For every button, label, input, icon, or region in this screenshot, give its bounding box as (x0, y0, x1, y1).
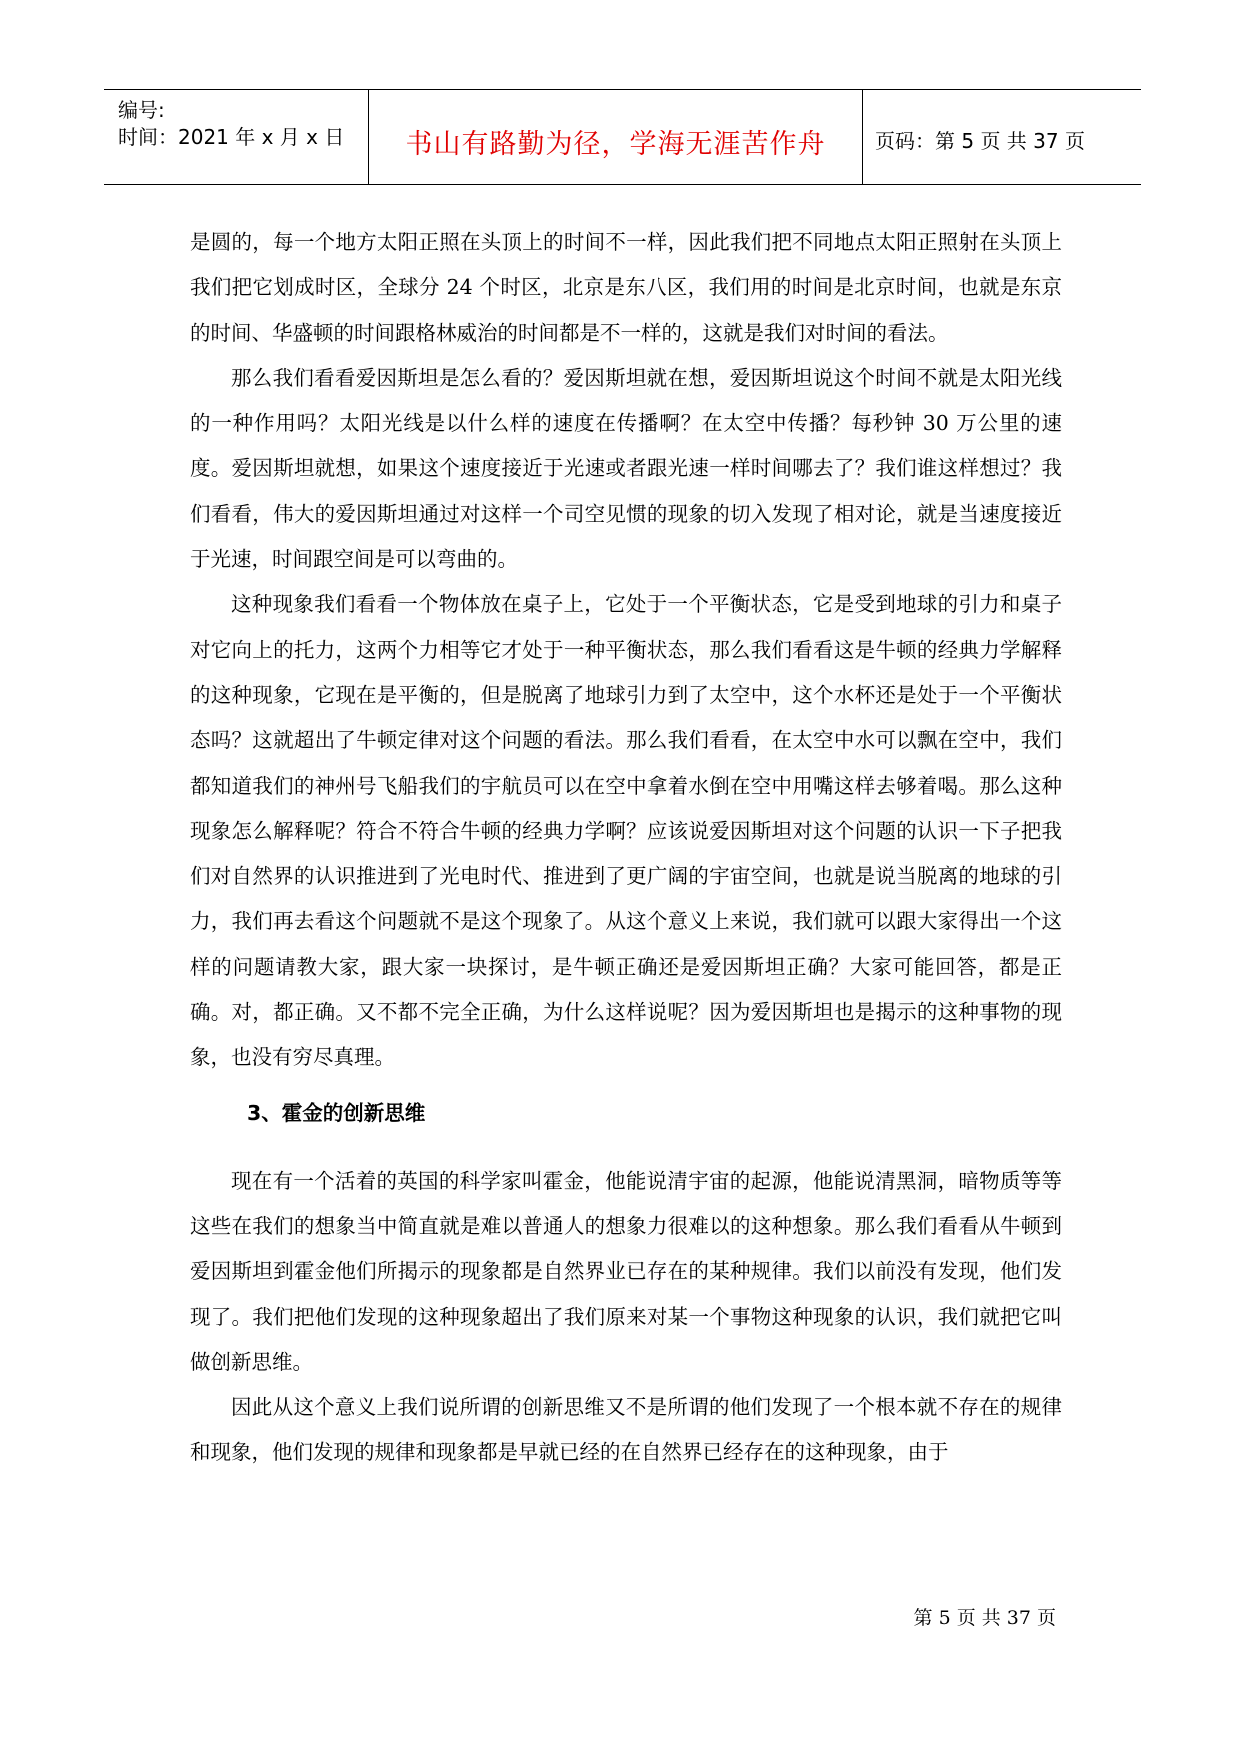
page-footer: 第 5 页 共 37 页 (913, 1607, 1056, 1629)
page-header (104, 89, 1141, 185)
section-heading: 3、霍金的创新思维 (247, 1100, 426, 1125)
header-middle-cell (369, 90, 863, 184)
header-right-cell (863, 90, 1141, 184)
paragraph-3: 这种现象我们看看一个物体放在桌子上，它处于一个平衡状态，它是受到地球的引力和桌子对它向上的托力，这两个力相等它才处于一种平衡状态，那么我们看看这是牛顿的经典力学解释的这种现象，它现在是平衡的，但是脱离了地球引力到了太空中，这个水杯还是处于一个平衡状态吗？这就超出了牛顿定律对这个问题的看法。那么我们看看，在太空中水可以飘在空中，我们都知道我们的神州号飞船我们的宇航员可以在空中拿着水倒在空中用嘴这样去够着喝。那么这种现象怎么解释呢？符合不符合牛顿的经典力学啊？应该说爱因斯坦对这个问题的认识一下子把我们对自然界的认识推进到了光电时代、推进到了更广阔的宇宙空间，也就是说当脱离的地球的引力，我们再去看这个问题就不是这个现象了。从这个意义上来说，我们就可以跟大家得出一个这样的问题请教大家，跟大家一块探讨，是牛顿正确还是爱因斯坦正确？大家可能回答，都是正确。对，都正确。又不都不完全正确，为什么这样说呢？因为爱因斯坦也是揭示的这种事物的现象，也没有穷尽真理。 (190, 592, 1062, 1070)
paragraph-2: 那么我们看看爱因斯坦是怎么看的？爱因斯坦就在想，爱因斯坦说这个时间不就是太阳光线的一种作用吗？太阳光线是以什么样的速度在传播啊？在太空中传播？每秒钟 30 万公里的速度。爱因斯坦就想，如果这个速度接近于光速或者跟光速一样时间哪去了？我们谁这样想过？我们看看，伟大的爱因斯坦通过对这样一个司空见惯的现象的切入发现了相对论，就是当速度接近于光速，时间跟空间是可以弯曲的。 (190, 365, 1062, 572)
header-left-cell (104, 90, 369, 184)
header-motto: 书山有路勤为径，学海无涯苦作舟 (405, 129, 826, 160)
number-label: 编号: (118, 98, 165, 122)
paragraph-4: 现在有一个活着的英国的科学家叫霍金，他能说清宇宙的起源，他能说清黑洞，暗物质等等这些在我们的想象当中简直就是难以普通人的想象力很难以的这种想象。那么我们看看从牛顿到爱因斯坦到霍金他们所揭示的现象都是自然界业已存在的某种规律。我们以前没有发现，他们发现了。我们把他们发现的这种现象超出了我们原来对某一个事物这种现象的认识，我们就把它叫做创新思维。 (190, 1168, 1062, 1374)
time-text: 时间：2021 年 x 月 x 日 (118, 125, 345, 149)
document-body (190, 220, 1062, 1476)
paragraph-1: 是圆的，每一个地方太阳正照在头顶上的时间不一样，因此我们把不同地点太阳正照射在头顶上我们把它划成时区，全球分 24 个时区，北京是东八区，我们用的时间是北京时间，也就是东京的时间、华盛顿的时间跟格林威治的时间都是不一样的，这就是我们对时间的看法。 (190, 230, 1062, 345)
spacer (190, 1081, 1062, 1091)
header-page-code: 页码：第 5 页 共 37 页 (875, 129, 1085, 153)
paragraph-5: 因此从这个意义上我们说所谓的创新思维又不是所谓的他们发现了一个根本就不存在的规律和现象，他们发现的规律和现象都是早就已经的在自然界已经存在的这种现象，由于 (190, 1395, 1062, 1465)
